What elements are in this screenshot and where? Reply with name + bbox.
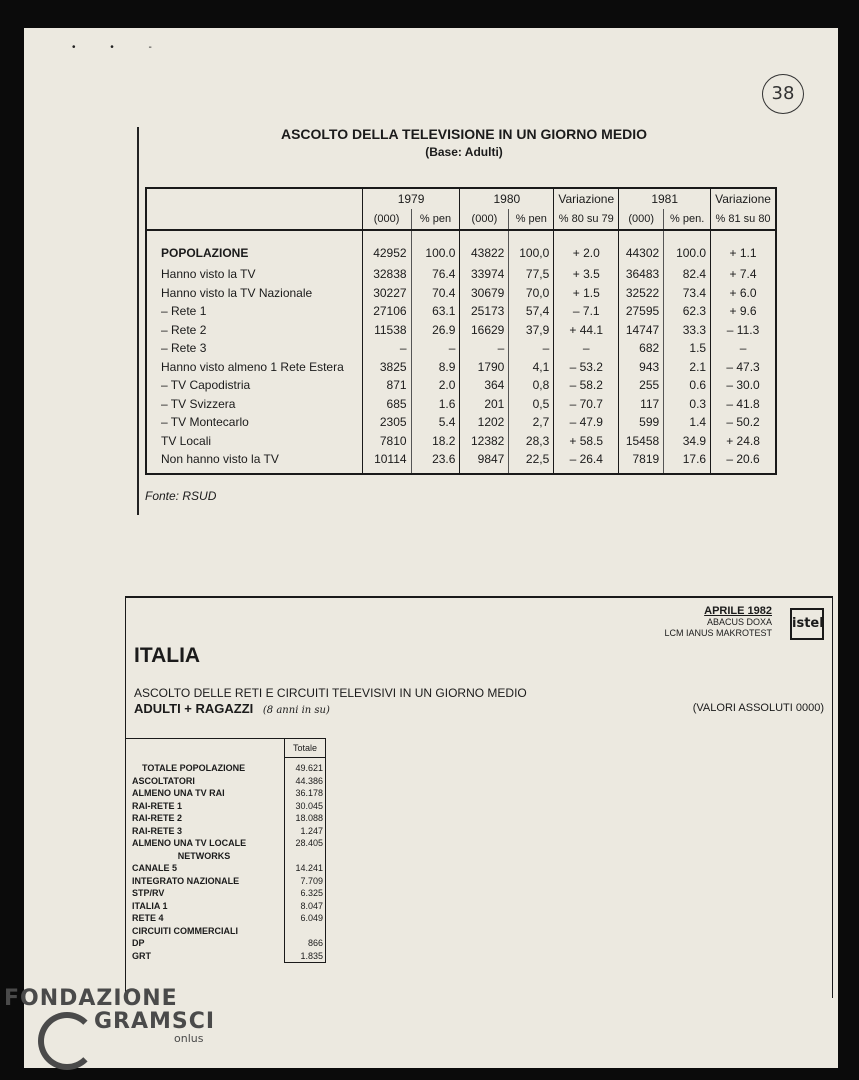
table-cell: 943 — [619, 358, 664, 377]
table-cell: – 20.6 — [711, 450, 776, 474]
row-label: – TV Montecarlo — [161, 415, 249, 430]
table-cell: 63.1 — [411, 302, 460, 321]
sub-header: % pen. — [664, 209, 711, 230]
table-cell: 25173 — [460, 302, 509, 321]
network-value — [285, 925, 326, 938]
table-cell: 42952 — [362, 230, 411, 265]
table-row — [126, 912, 326, 925]
audience-label: ADULTI + RAGAZZI — [134, 701, 254, 716]
table-row — [126, 850, 326, 863]
table-cell: 1.4 — [664, 413, 711, 432]
row-label: – Rete 3 — [161, 341, 207, 356]
table-cell: 9847 — [460, 450, 509, 474]
table-cell: – — [554, 339, 619, 358]
network-value: 6.325 — [285, 887, 326, 900]
table-cell: 27595 — [619, 302, 664, 321]
table-cell: 32838 — [362, 265, 411, 284]
table-cell: 43822 — [460, 230, 509, 265]
source-note: Fonte: RSUD — [145, 489, 217, 503]
watermark — [4, 986, 215, 1045]
table-cell: + 6.0 — [711, 284, 776, 303]
table-cell: 57,4 — [509, 302, 554, 321]
table-cell: 22,5 — [509, 450, 554, 474]
table-cell: 599 — [619, 413, 664, 432]
table-cell: 2.1 — [664, 358, 711, 377]
network-label: NETWORKS — [177, 850, 231, 861]
table-row — [126, 825, 326, 838]
table-cell: 76.4 — [411, 265, 460, 284]
network-value: 1.835 — [285, 950, 326, 963]
network-label: STP/RV — [132, 888, 165, 899]
sub-header: (000) — [362, 209, 411, 230]
sub-header: % pen — [411, 209, 460, 230]
table-cell: 0.3 — [664, 395, 711, 414]
table-cell: 2305 — [362, 413, 411, 432]
row-label: – Rete 2 — [161, 322, 207, 337]
table-cell: 16629 — [460, 321, 509, 340]
table-cell: 23.6 — [411, 450, 460, 474]
network-value: 7.709 — [285, 875, 326, 888]
table-row — [146, 450, 776, 474]
watermark-line-2: GRAMSCI — [94, 1009, 216, 1034]
network-value: 30.045 — [285, 800, 326, 813]
network-label: TOTALE POPOLAZIONE — [142, 763, 246, 774]
table-cell: 117 — [619, 395, 664, 414]
table-cell: + 9.6 — [711, 302, 776, 321]
brand-line-2: LCM IANUS MAKROTEST — [664, 628, 772, 638]
table-cell: – 7.1 — [554, 302, 619, 321]
table-cell: 10114 — [362, 450, 411, 474]
table-cell: – — [362, 339, 411, 358]
table-cell: 201 — [460, 395, 509, 414]
table-cell: 33.3 — [664, 321, 711, 340]
table1-subtitle: (Base: Adulti) — [425, 145, 503, 159]
row-label: – Rete 1 — [161, 304, 207, 319]
network-value: 28.405 — [285, 837, 326, 850]
table-cell: 82.4 — [664, 265, 711, 284]
network-label: CIRCUITI COMMERCIALI — [132, 925, 238, 936]
network-label: GRT — [132, 951, 151, 961]
audience-line — [134, 701, 330, 716]
table-cell: 685 — [362, 395, 411, 414]
network-value: 49.621 — [285, 762, 326, 775]
table-cell: – 11.3 — [711, 321, 776, 340]
table-cell: 1202 — [460, 413, 509, 432]
table-cell: + 7.4 — [711, 265, 776, 284]
row-label: Hanno visto almeno 1 Rete Estera — [161, 359, 344, 374]
group-header-1980: 1980 — [460, 188, 554, 209]
watermark-line-3: onlus — [174, 1032, 204, 1045]
table-cell: 255 — [619, 376, 664, 395]
table-row — [126, 937, 326, 950]
table-cell: 0.6 — [664, 376, 711, 395]
units-note: (VALORI ASSOLUTI 0000) — [692, 702, 824, 714]
istel-logo: istel — [790, 608, 824, 640]
table-row — [126, 812, 326, 825]
table-row — [126, 787, 326, 800]
table-cell: 871 — [362, 376, 411, 395]
table-cell: 33974 — [460, 265, 509, 284]
table-cell: 1790 — [460, 358, 509, 377]
table-cell: 100.0 — [411, 230, 460, 265]
gramsci-logo-icon — [38, 1012, 96, 1070]
table-cell: + 1.1 — [711, 230, 776, 265]
table-cell: 1.5 — [664, 339, 711, 358]
network-value — [285, 850, 326, 863]
table-row — [146, 302, 776, 321]
network-label: RAI-RETE 2 — [132, 813, 183, 824]
row-label: – TV Svizzera — [161, 396, 236, 411]
table-cell: 27106 — [362, 302, 411, 321]
table-cell: 7810 — [362, 432, 411, 451]
network-label: DP — [132, 938, 145, 949]
table-row — [146, 432, 776, 451]
table-row — [126, 862, 326, 875]
table-cell: – — [711, 339, 776, 358]
table-cell: + 58.5 — [554, 432, 619, 451]
network-label: RAI-RETE 1 — [132, 800, 183, 811]
network-value: 44.386 — [285, 775, 326, 788]
table-cell: – — [509, 339, 554, 358]
sub-header: (000) — [619, 209, 664, 230]
table-row — [126, 925, 326, 938]
table-row — [146, 339, 776, 358]
table-row — [146, 284, 776, 303]
table-cell: 364 — [460, 376, 509, 395]
table-cell: – — [411, 339, 460, 358]
network-value: 14.241 — [285, 862, 326, 875]
table-cell: 30227 — [362, 284, 411, 303]
table-row — [146, 321, 776, 340]
table-cell: 17.6 — [664, 450, 711, 474]
table-cell: 34.9 — [664, 432, 711, 451]
group-header-1981: 1981 — [619, 188, 711, 209]
total-column-header: Totale — [285, 739, 326, 758]
table-cell: 70,0 — [509, 284, 554, 303]
table-cell: – — [460, 339, 509, 358]
table-row — [126, 887, 326, 900]
report-date: APRILE 1982 — [704, 605, 772, 617]
table-row — [126, 800, 326, 813]
network-table-body — [126, 758, 326, 963]
table-cell: – 47.9 — [554, 413, 619, 432]
brand-block — [664, 606, 772, 639]
network-label: RAI-RETE 3 — [132, 825, 183, 836]
network-label: RETE 4 — [132, 913, 164, 924]
card-description: ASCOLTO DELLE RETI E CIRCUITI TELEVISIVI IN UN GIORNO MEDIO — [134, 686, 527, 700]
sub-header: % 80 su 79 — [554, 209, 619, 230]
network-label: CANALE 5 — [132, 863, 178, 874]
table-cell: – 30.0 — [711, 376, 776, 395]
table-cell: 26.9 — [411, 321, 460, 340]
table-cell: – 50.2 — [711, 413, 776, 432]
table-cell: – 26.4 — [554, 450, 619, 474]
tv-audience-table — [145, 187, 777, 475]
table-cell: + 3.5 — [554, 265, 619, 284]
table-cell: 1.6 — [411, 395, 460, 414]
table-row — [146, 265, 776, 284]
table-cell: 5.4 — [411, 413, 460, 432]
table-cell: 70.4 — [411, 284, 460, 303]
row-label: Hanno visto la TV — [161, 267, 256, 282]
table-cell: + 44.1 — [554, 321, 619, 340]
table-cell: 2,7 — [509, 413, 554, 432]
network-label: INTEGRATO NAZIONALE — [132, 875, 240, 886]
table-cell: 0,5 — [509, 395, 554, 414]
row-label: TV Locali — [161, 433, 212, 448]
table-cell: – 53.2 — [554, 358, 619, 377]
table-cell: 3825 — [362, 358, 411, 377]
table-row — [146, 358, 776, 377]
network-value: 1.247 — [285, 825, 326, 838]
margin-rule — [137, 127, 139, 515]
table-cell: 15458 — [619, 432, 664, 451]
brand-line-1: ABACUS DOXA — [706, 617, 772, 627]
table-cell: 32522 — [619, 284, 664, 303]
table-cell: + 24.8 — [711, 432, 776, 451]
sub-header: % 81 su 80 — [711, 209, 776, 230]
row-label: Hanno visto la TV Nazionale — [161, 285, 313, 300]
table-cell: 11538 — [362, 321, 411, 340]
table-row — [146, 413, 776, 432]
network-label: ITALIA 1 — [132, 900, 168, 911]
page-number: 38 — [762, 74, 804, 114]
table-row — [126, 775, 326, 788]
row-label: POPOLAZIONE — [161, 246, 249, 260]
sub-header: % pen — [509, 209, 554, 230]
network-label: ALMENO UNA TV RAI — [132, 788, 225, 799]
page-marks: • • - — [72, 42, 168, 53]
table-cell: 36483 — [619, 265, 664, 284]
table-cell: + 2.0 — [554, 230, 619, 265]
network-value: 36.178 — [285, 787, 326, 800]
group-header-var2: Variazione — [711, 188, 776, 209]
row-label: Non hanno visto la TV — [161, 452, 279, 467]
sub-header: (000) — [460, 209, 509, 230]
network-label: ALMENO UNA TV LOCALE — [132, 838, 247, 849]
table-cell: 28,3 — [509, 432, 554, 451]
group-header-var1: Variazione — [554, 188, 619, 209]
table-cell: 62.3 — [664, 302, 711, 321]
table-cell: + 1.5 — [554, 284, 619, 303]
row-label: – TV Capodistria — [161, 378, 251, 393]
table-row — [126, 762, 326, 775]
table-cell: – 41.8 — [711, 395, 776, 414]
watermark-line-1: FONDAZIONE — [4, 986, 178, 1011]
country-title: ITALIA — [134, 644, 201, 667]
network-label: ASCOLTATORI — [132, 775, 195, 786]
table-cell: 30679 — [460, 284, 509, 303]
network-table — [126, 738, 326, 963]
table1-body — [146, 230, 776, 474]
table-cell: 4,1 — [509, 358, 554, 377]
handwritten-note: (8 anni in su) — [262, 705, 330, 716]
table-cell: 44302 — [619, 230, 664, 265]
network-value: 18.088 — [285, 812, 326, 825]
table-cell: 37,9 — [509, 321, 554, 340]
network-value: 8.047 — [285, 900, 326, 913]
table-row — [126, 900, 326, 913]
istel-card — [125, 596, 833, 998]
table-row — [146, 376, 776, 395]
table-cell: 14747 — [619, 321, 664, 340]
table1-title: ASCOLTO DELLA TELEVISIONE IN UN GIORNO MEDIO — [280, 126, 648, 142]
group-header-1979: 1979 — [362, 188, 460, 209]
table-cell: 100.0 — [664, 230, 711, 265]
table-cell: – 58.2 — [554, 376, 619, 395]
table-cell: 0,8 — [509, 376, 554, 395]
table-row — [126, 837, 326, 850]
table-cell: 2.0 — [411, 376, 460, 395]
table-cell: 100,0 — [509, 230, 554, 265]
table-row — [126, 950, 326, 963]
table-cell: 682 — [619, 339, 664, 358]
network-value: 866 — [285, 937, 326, 950]
table-cell: 8.9 — [411, 358, 460, 377]
table-row — [126, 875, 326, 888]
table-cell: – 47.3 — [711, 358, 776, 377]
table-cell: 77,5 — [509, 265, 554, 284]
table-cell: 12382 — [460, 432, 509, 451]
table-cell: 18.2 — [411, 432, 460, 451]
table-cell: 7819 — [619, 450, 664, 474]
table-cell: – 70.7 — [554, 395, 619, 414]
table-row — [146, 395, 776, 414]
table-row — [146, 230, 776, 265]
network-value: 6.049 — [285, 912, 326, 925]
table-cell: 73.4 — [664, 284, 711, 303]
